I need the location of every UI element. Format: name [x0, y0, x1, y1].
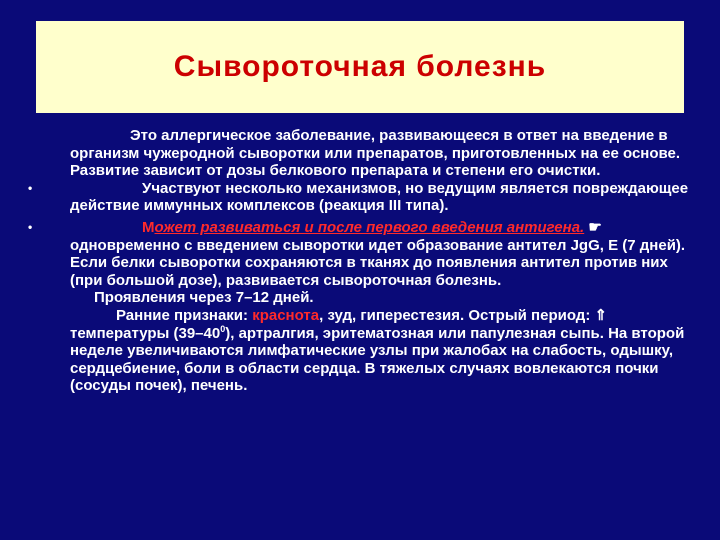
first-letter: М — [142, 218, 155, 236]
paragraph-text: Участвуют несколько механизмов, но ведущим является повреждающее действие иммунных комплексов (реакция III типа). — [70, 179, 689, 215]
up-arrow-icon: ⇑ — [594, 306, 608, 324]
highlight-text: ожет развиваться и после первого введения антигена. — [154, 218, 585, 236]
paragraph-text: температуры (39–40 — [70, 324, 221, 342]
paragraph-onset — [26, 289, 694, 307]
paragraph-text: , зуд, гиперестезия. Острый период: — [319, 306, 595, 324]
paragraph-signs — [26, 307, 694, 395]
redness-word: краснота — [252, 306, 320, 324]
degree-superscript: 0 — [220, 323, 226, 334]
g-letter: G — [588, 236, 600, 254]
paragraph-text: Проявления через 7–12 дней. — [94, 289, 314, 307]
paragraph-definition — [26, 127, 694, 180]
bullet-icon: • — [28, 219, 33, 234]
paragraph-text-cont: , Е (7 дней). Если белки сыворотки сохраняются в тканях до появления антител против них (при большой дозе), развивается сывороточная болезнь. — [70, 236, 686, 289]
bullet-icon: • — [28, 180, 33, 195]
paragraph-text: ), артралгия, эритематозная или папулезная сыпь. На второй неделе увеличиваются лимфатические узлы при жалобах на слабость, одышку, сердцебиение, боли в области сердца. В тяжелых случаях вовлекаются почки (сосуды почек), печень. — [70, 324, 685, 395]
title-box — [36, 21, 684, 113]
slide-body — [26, 127, 694, 395]
signs-label: Ранние признаки: — [116, 306, 253, 324]
paragraph-text: Это аллергическое заболевание, развивающееся в ответ на введение в организм чужеродной сыворотки или препаратов, приготовленных на ее основе. Развитие зависит от дозы белкового препарата и степени его очистки. — [70, 127, 681, 180]
paragraph-first-injection — [26, 219, 694, 289]
paragraph-mechanisms — [26, 180, 694, 215]
slide-title: Сывороточная болезнь — [173, 50, 547, 83]
paragraph-text: одновременно с введением сыворотки идет образование антител Jg — [70, 236, 589, 254]
paragraph-lead — [70, 219, 584, 236]
pointing-hand-icon: ☛ — [588, 218, 602, 236]
